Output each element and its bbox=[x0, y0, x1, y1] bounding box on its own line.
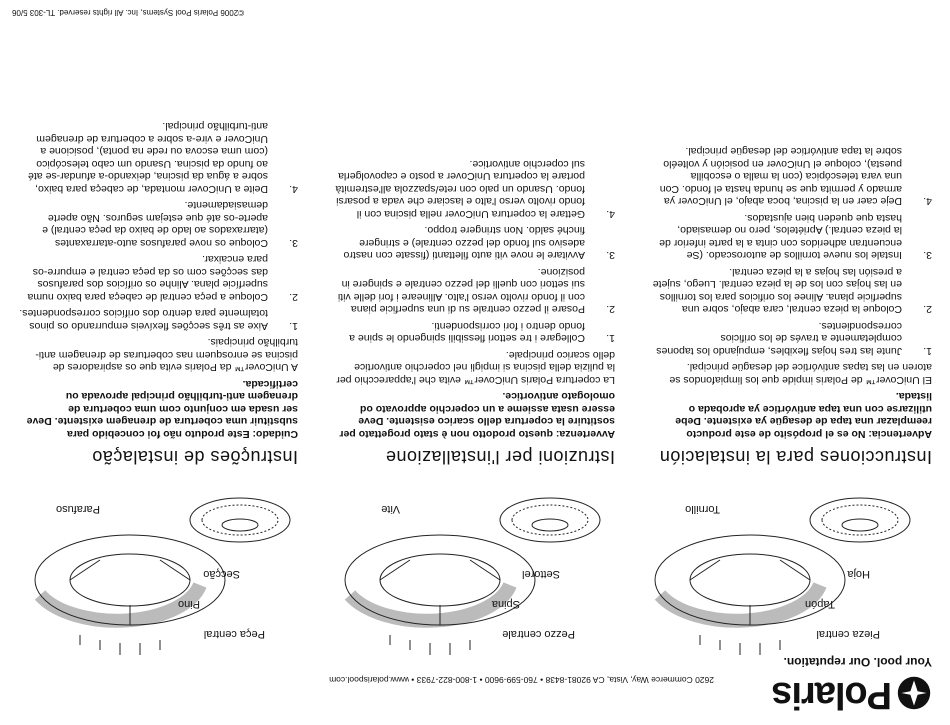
step-item: 2. Posare il pezzo centrale su di una superficie piana con il fondo rivolto verso l'alto. Allineare i fori delle viti sui settori con quelli del pezzo centrale e spingere in posizione. bbox=[337, 266, 615, 316]
label-leaf: Hoja bbox=[847, 568, 870, 580]
section-title: Istruzioni per l'installazione bbox=[385, 447, 615, 467]
step-item: 4. Deite a UniCover montada, de cabeça para baixo, sobre a água da piscina, deixando-a afundar-se até ao fundo da piscina. Usando um cabo telescópico (com uma escova ou rede na ponta), posicione a UniCover e vire-a sobre a cobertura de drenagem anti-turbilhão principal. bbox=[28, 120, 298, 195]
unicover-exploded-drawing bbox=[320, 465, 620, 665]
step-item: 4. Deje caer en la piscina, boca abajo, el UniCover ya armado y permita que se hunda hasta el fondo. Con una vara telescópica (con la malla o escobilla puesta), coloque el UniCover en posición y volteélo sobre la tapa antivórtice del desagüe principal. bbox=[659, 145, 932, 208]
header bbox=[0, 655, 950, 725]
step-item: 1. Aixe as três secções flexíveis empurrando os pinos totalmente para dentro dos orifícios correspondentes. bbox=[19, 307, 298, 332]
step-item: 3. Instale los nueve tornillos de autoroscado. (Se encuentran adheridos con cinta a la parte inferior de la pieza central.) Apriételos, pero no demasiado, hasta que queden bien ajustados. bbox=[659, 212, 932, 262]
intro-text: La copertura Polaris UniCover™ evita che l'apparecchio per la pulizia della piscina si impigli nel coperchio antivortice dello scarico principale. bbox=[336, 349, 615, 386]
step-item: 3. Avvitare le nove viti auto filettanti (fissate con nastro adesivo sul fondo del pezzo centrale) e stringere finché saldo. Non stringere troppo. bbox=[343, 224, 615, 262]
assembly-diagram-es bbox=[630, 465, 930, 665]
label-leaf: Settorel bbox=[522, 568, 560, 580]
intro-text: A UniCover™ da Polaris evita que os aspiradores de piscina se enrosquem nas coberturas de drenagem anti-turbilhão principais. bbox=[35, 336, 298, 374]
section-title: Instruções de instalação bbox=[91, 447, 298, 467]
column-italian bbox=[335, 154, 615, 468]
step-item: 3. Coloque os nove parafusos auto-atarraxantes (atarraxados ao lado de baixo da peça central) e aperte-os até que estejam seguros. Não aperte demasiadamente. bbox=[42, 199, 298, 249]
label-center-piece: Pieza central bbox=[816, 628, 880, 640]
column-spanish bbox=[652, 141, 932, 467]
intro-text: El UniCover™ de Polaris impide que los limpiafondos se atoren en las tapas antivórtice del desagüe principal. bbox=[669, 361, 932, 386]
steps-list bbox=[335, 158, 615, 345]
tagline: Your pool. Our reputation. bbox=[783, 655, 932, 669]
footer bbox=[0, 0, 950, 17]
logo-text: Polaris bbox=[772, 674, 892, 716]
step-item: 4. Gettare la copertura UniCover nella piscina con il fondo rivolto verso l'alto e lasciare che vada a posarsi fondo. Usando un palo con rete/spazzola all'estremità portare la copertura UniCover a posto e capovolgerla sul coperchio antivortice. bbox=[335, 158, 615, 220]
label-leaf: Secção bbox=[203, 568, 240, 580]
step-item: 2. Coloque la pieza central, cara abajo, sobre una superficie plana. Alinee los orificios para los tornillos en las hojas con los de la pieza central. Luego, sujete a presión las hojas a la pieza central. bbox=[652, 266, 932, 316]
unicover-exploded-drawing bbox=[10, 465, 310, 665]
label-center-piece: Pezzo centrale bbox=[502, 628, 575, 640]
assembly-diagram-pt bbox=[10, 465, 310, 665]
label-screw: Parafuso bbox=[55, 503, 100, 515]
label-screw: Tornillo bbox=[685, 503, 720, 515]
steps-list bbox=[18, 120, 298, 332]
label-center-piece: Peça central bbox=[203, 628, 265, 640]
polaris-star-icon bbox=[896, 675, 932, 711]
step-item: 1. Junte las tres hojas flexibles, empujando los tapones completamente a través de los orificios correspondientes. bbox=[656, 320, 932, 357]
section-title: Instrucciones para la instalación bbox=[659, 447, 932, 467]
label-cap: Tapón bbox=[805, 598, 835, 610]
column-portuguese bbox=[18, 116, 298, 467]
label-screw: Vite bbox=[381, 503, 400, 515]
steps-list bbox=[652, 145, 932, 357]
step-item: 2. Coloque a peça central de cabeça para baixo numa superfície plana. Alinhe os orifícios dos parafusos das secções com os da peça central e empurre-os para encaixar. bbox=[27, 253, 298, 303]
assembly-diagram-it bbox=[320, 465, 620, 665]
polaris-logo bbox=[722, 669, 932, 716]
warning-text: Avvertenza: questo prodotto non è stato progettato per sostituire la copertura dello scarico esistente. Deve essere usata assieme a un coperchio approvato od omologato antivortice. bbox=[339, 390, 615, 440]
copyright-text: ©2006 Polaris Pool Systems, Inc. All rights reserved. TL-303 5/06 bbox=[12, 8, 245, 17]
step-item: 1. Collegare i tre settori flessibili spingendo le spine a fondo dentro i fori corrispondenti. bbox=[349, 320, 615, 345]
warning-text: Cuidado: Este produto não foi concebido para substituir uma cobertura de drenagem existente. Deve ser usada em conjunto com uma cobertura de drenagem anti-turbilhão principal aprovada ou certificada. bbox=[26, 378, 298, 440]
unicover-exploded-drawing bbox=[630, 465, 930, 665]
diagram-row bbox=[0, 465, 950, 665]
label-cap: Pino bbox=[177, 598, 200, 610]
warning-text: Advertencia: No es el propósito de este producto reemplazar una tapa de desagüe ya existente. Debe utilizarse con una tapa antivórtice ya aprobada o listada. bbox=[675, 390, 932, 440]
contact-line: 2620 Commerce Way, Vista, CA 92081-8438 • 760-599-9600 • 1-800-822-7933 • www.polarispool.com bbox=[329, 675, 714, 685]
label-cap: Spina bbox=[491, 598, 520, 610]
